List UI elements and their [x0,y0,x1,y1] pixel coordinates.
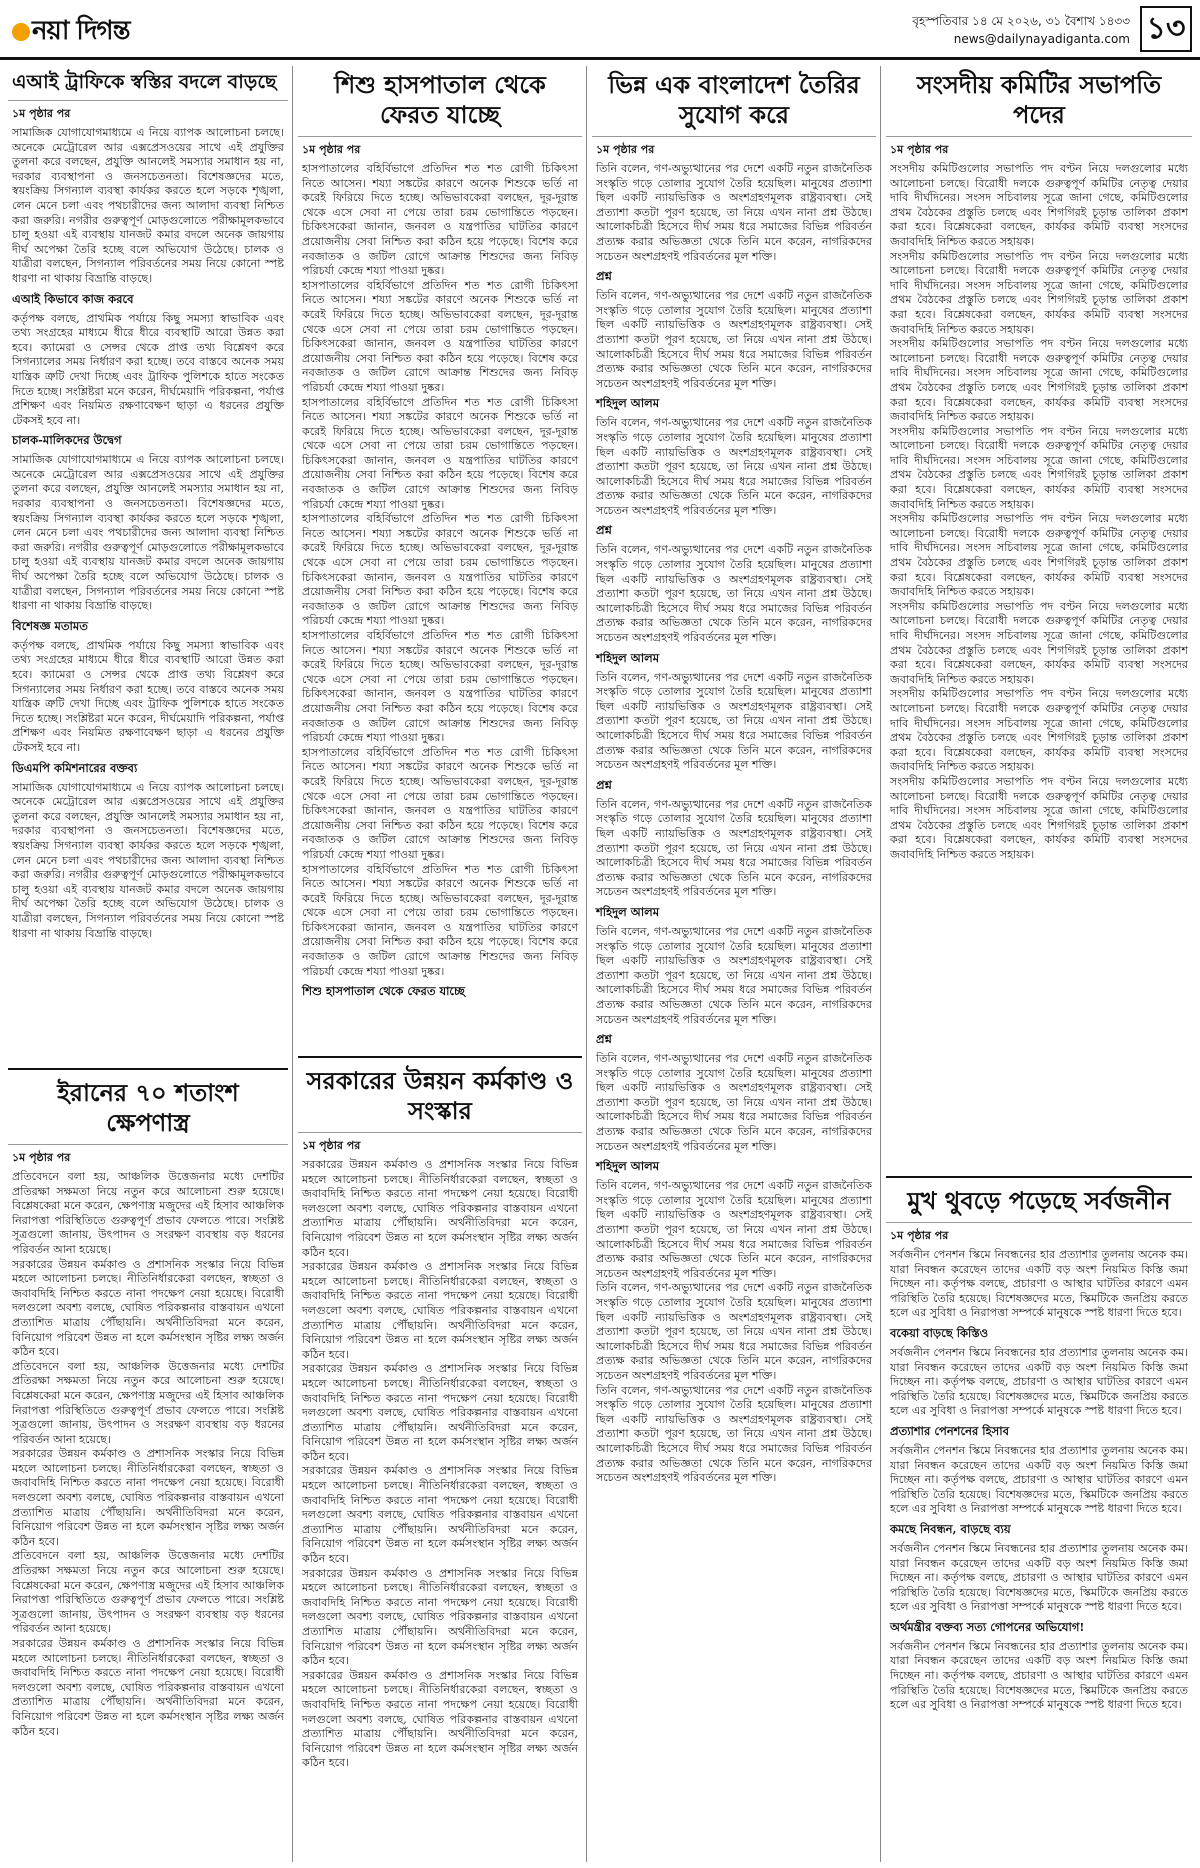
story-text: সরকারের উন্নয়ন কর্মকাণ্ড ও প্রশাসনিক সংস্কার নিয়ে বিভিন্ন মহলে আলোচনা চলছে। নীতিনির্ধারকেরা বলছেন, স্বচ্ছতা ও জবাবদিহি নিশ্চিত করতে নানা পদক্ষেপ নেয়া হয়েছে। বিরোধী দলগুলো অবশ্য বলছে, ঘোষিত পরিকল্পনার বাস্তবায়ন এখনো প্রত্যাশিত মাত্রায় পৌঁছায়নি। অর্থনীতিবিদরা মনে করেন, বিনিয়োগ পরিবেশ উন্নত না হলে কর্মসংস্থান সৃষ্টির লক্ষ্য অর্জন কঠিন হবে। [302,1158,578,1259]
story-text: তিনি বলেন, গণ-অভ্যুত্থানের পর দেশে একটি নতুন রাজনৈতিক সংস্কৃতি গড়ে তোলার সুযোগ তৈরি হয়েছিল। মানুষের প্রত্যাশা ছিল একটি ন্যায়ভিত্তিক ও অংশগ্রহণমূলক রাষ্ট্রব্যবস্থা। সেই প্রত্যাশা কতটা পূরণ হয়েছে, তা নিয়ে এখন নানা প্রশ্ন উঠছে। আলোকচিত্রী হিসেবে দীর্ঘ সময় ধরে সমাজের বিভিন্ন পরিবর্তন প্রত্যক্ষ করার অভিজ্ঞতা থেকে তিনি মনে করেন, নাগরিকদের সচেতন অংশগ্রহণই পরিবর্তনের মূল শক্তি। [596,289,872,390]
story-text: সরকারের উন্নয়ন কর্মকাণ্ড ও প্রশাসনিক সংস্কার নিয়ে বিভিন্ন মহলে আলোচনা চলছে। নীতিনির্ধারকেরা বলছেন, স্বচ্ছতা ও জবাবদিহি নিশ্চিত করতে নানা পদক্ষেপ নেয়া হয়েছে। বিরোধী দলগুলো অবশ্য বলছে, ঘোষিত পরিকল্পনার বাস্তবায়ন এখনো প্রত্যাশিত মাত্রায় পৌঁছায়নি। অর্থনীতিবিদরা মনে করেন, বিনিয়োগ পরিবেশ উন্নত না হলে কর্মসংস্থান সৃষ্টির লক্ষ্য অর্জন কঠিন হবে। [302,1464,578,1566]
column-divider [586,66,587,1862]
qa-question-label: প্রশ্ন [596,269,612,284]
story-text: তিনি বলেন, গণ-অভ্যুত্থানের পর দেশে একটি নতুন রাজনৈতিক সংস্কৃতি গড়ে তোলার সুযোগ তৈরি হয়েছিল। মানুষের প্রত্যাশা ছিল একটি ন্যায়ভিত্তিক ও অংশগ্রহণমূলক রাষ্ট্রব্যবস্থা। সেই প্রত্যাশা কতটা পূরণ হয়েছে, তা নিয়ে এখন নানা প্রশ্ন উঠছে। আলোকচিত্রী হিসেবে দীর্ঘ সময় ধরে সমাজের বিভিন্ন পরিবর্তন প্রত্যক্ষ করার অভিজ্ঞতা থেকে তিনি মনে করেন, নাগরিকদের সচেতন অংশগ্রহণই পরিবর্তনের মূল শক্তি। [596,162,872,263]
story-govt-development [298,1062,582,1862]
story-divider [298,1056,582,1058]
story-text: তিনি বলেন, গণ-অভ্যুত্থানের পর দেশে একটি নতুন রাজনৈতিক সংস্কৃতি গড়ে তোলার সুযোগ তৈরি হয়েছিল। মানুষের প্রত্যাশা ছিল একটি ন্যায়ভিত্তিক ও অংশগ্রহণমূলক রাষ্ট্রব্যবস্থা। সেই প্রত্যাশা কতটা পূরণ হয়েছে, তা নিয়ে এখন নানা প্রশ্ন উঠছে। আলোকচিত্রী হিসেবে দীর্ঘ সময় ধরে সমাজের বিভিন্ন পরিবর্তন প্রত্যক্ষ করার অভিজ্ঞতা থেকে তিনি মনে করেন, নাগরিকদের সচেতন অংশগ্রহণই পরিবর্তনের মূল শক্তি। [596,1383,872,1485]
story-text: হাসপাতালের বহির্বিভাগে প্রতিদিন শত শত রোগী চিকিৎসা নিতে আসেন। শয্যা সঙ্কটের কারণে অনেক শিশুকে ভর্তি না করেই ফিরিয়ে দিতে হচ্ছে। অভিভাবকেরা বলছেন, দূর-দূরান্ত থেকে এসে সেবা না পেয়ে তারা চরম ভোগান্তিতে পড়ছেন। চিকিৎসকেরা জানান, জনবল ও যন্ত্রপাতির ঘাটতির কারণে প্রয়োজনীয় সেবা নিশ্চিত করা কঠিন হয়ে পড়েছে। বিশেষ করে নবজাতক ও জটিল রোগে আক্রান্ত শিশুদের জন্য নিবিড় পরিচর্যা কেন্দ্রে শয্যা পাওয়া দুষ্কর। [302,512,578,628]
jump-label: ১ম পৃষ্ঠার পর [302,1139,361,1152]
story-text: সর্বজনীন পেনশন স্কিমে নিবন্ধনের হার প্রত্যাশার তুলনায় অনেক কম। যারা নিবন্ধন করেছেন তাদের একটি বড় অংশ নিয়মিত কিস্তি জমা দিচ্ছেন না। কর্তৃপক্ষ বলছে, প্রচারণা ও আস্থার ঘাটতির কারণে এমন পরিস্থিতি তৈরি হয়েছে। বিশেষজ্ঞদের মতে, স্কিমটিকে জনপ্রিয় করতে হলে এর সুবিধা ও নিরাপত্তা সম্পর্কে মানুষকে স্পষ্ট ধারণা দিতে হবে। [890,1248,1188,1320]
subheading: ডিএমপি কমিশনারের বক্তব্য [12,760,138,775]
story-child-hospital [298,66,582,1052]
jump-label: ১ম পৃষ্ঠার পর [12,107,71,120]
story-text: সর্বজনীন পেনশন স্কিমে নিবন্ধনের হার প্রত্যাশার তুলনায় অনেক কম। যারা নিবন্ধন করেছেন তাদের একটি বড় অংশ নিয়মিত কিস্তি জমা দিচ্ছেন না। কর্তৃপক্ষ বলছে, প্রচারণা ও আস্থার ঘাটতির কারণে এমন পরিস্থিতি তৈরি হয়েছে। বিশেষজ্ঞদের মতে, স্কিমটিকে জনপ্রিয় করতে হলে এর সুবিধা ও নিরাপত্তা সম্পর্কে মানুষকে স্পষ্ট ধারণা দিতে হবে। [890,1639,1188,1712]
qa-question-label: প্রশ্ন [596,523,612,538]
subheading: বিশেষজ্ঞ মতামত [12,618,88,633]
headline: সংসদীয় কমিটির সভাপতি পদের [886,66,1192,137]
headline: মুখ থুবড়ে পড়েছে সর্বজনীন [886,1182,1192,1223]
story-ai-traffic [8,66,288,1066]
contact-email: news@dailynayadiganta.com [953,32,1130,46]
issue-date: বৃহস্পতিবার ১৪ মে ২০২৬, ৩১ বৈশাখ ১৪৩৩ [912,14,1130,28]
story-text: প্রতিবেদনে বলা হয়, আঞ্চলিক উত্তেজনার মধ্যে দেশটির প্রতিরক্ষা সক্ষমতা নিয়ে নতুন করে আলোচনা শুরু হয়েছে। বিশ্লেষকেরা মনে করেন, ক্ষেপণাস্ত্র মজুদের এই হিসাব আঞ্চলিক নিরাপত্তা পরিস্থিতিতে গুরুত্বপূর্ণ প্রভাব ফেলতে পারে। সংশ্লিষ্ট সূত্রগুলো জানায়, উৎপাদন ও সংরক্ষণ ব্যবস্থায় বড় ধরনের পরিবর্তন আনা হয়েছে। [12,1359,284,1446]
story-text: তিনি বলেন, গণ-অভ্যুত্থানের পর দেশে একটি নতুন রাজনৈতিক সংস্কৃতি গড়ে তোলার সুযোগ তৈরি হয়েছিল। মানুষের প্রত্যাশা ছিল একটি ন্যায়ভিত্তিক ও অংশগ্রহণমূলক রাষ্ট্রব্যবস্থা। সেই প্রত্যাশা কতটা পূরণ হয়েছে, তা নিয়ে এখন নানা প্রশ্ন উঠছে। আলোকচিত্রী হিসেবে দীর্ঘ সময় ধরে সমাজের বিভিন্ন পরিবর্তন প্রত্যক্ষ করার অভিজ্ঞতা থেকে তিনি মনে করেন, নাগরিকদের সচেতন অংশগ্রহণই পরিবর্তনের মূল শক্তি। [596,670,872,772]
page-number: ১৩ [1140,6,1192,52]
story-text: সরকারের উন্নয়ন কর্মকাণ্ড ও প্রশাসনিক সংস্কার নিয়ে বিভিন্ন মহলে আলোচনা চলছে। নীতিনির্ধারকেরা বলছেন, স্বচ্ছতা ও জবাবদিহি নিশ্চিত করতে নানা পদক্ষেপ নেয়া হয়েছে। বিরোধী দলগুলো অবশ্য বলছে, ঘোষিত পরিকল্পনার বাস্তবায়ন এখনো প্রত্যাশিত মাত্রায় পৌঁছায়নি। অর্থনীতিবিদরা মনে করেন, বিনিয়োগ পরিবেশ উন্নত না হলে কর্মসংস্থান সৃষ্টির লক্ষ্য অর্জন কঠিন হবে। [302,1566,578,1668]
story-text: তিনি বলেন, গণ-অভ্যুত্থানের পর দেশে একটি নতুন রাজনৈতিক সংস্কৃতি গড়ে তোলার সুযোগ তৈরি হয়েছিল। মানুষের প্রত্যাশা ছিল একটি ন্যায়ভিত্তিক ও অংশগ্রহণমূলক রাষ্ট্রব্যবস্থা। সেই প্রত্যাশা কতটা পূরণ হয়েছে, তা নিয়ে এখন নানা প্রশ্ন উঠছে। আলোকচিত্রী হিসেবে দীর্ঘ সময় ধরে সমাজের বিভিন্ন পরিবর্তন প্রত্যক্ষ করার অভিজ্ঞতা থেকে তিনি মনে করেন, নাগরিকদের সচেতন অংশগ্রহণই পরিবর্তনের মূল শক্তি। [596,416,872,517]
story-text: সরকারের উন্নয়ন কর্মকাণ্ড ও প্রশাসনিক সংস্কার নিয়ে বিভিন্ন মহলে আলোচনা চলছে। নীতিনির্ধারকেরা বলছেন, স্বচ্ছতা ও জবাবদিহি নিশ্চিত করতে নানা পদক্ষেপ নেয়া হয়েছে। বিরোধী দলগুলো অবশ্য বলছে, ঘোষিত পরিকল্পনার বাস্তবায়ন এখনো প্রত্যাশিত মাত্রায় পৌঁছায়নি। অর্থনীতিবিদরা মনে করেন, বিনিয়োগ পরিবেশ উন্নত না হলে কর্মসংস্থান সৃষ্টির লক্ষ্য অর্জন কঠিন হবে। [302,1362,578,1463]
headline: ইরানের ৭০ শতাংশ ক্ষেপণাস্ত্র [8,1074,288,1145]
subheading: এআই কিভাবে কাজ করবে [12,291,134,306]
story-text: সরকারের উন্নয়ন কর্মকাণ্ড ও প্রশাসনিক সংস্কার নিয়ে বিভিন্ন মহলে আলোচনা চলছে। নীতিনির্ধারকেরা বলছেন, স্বচ্ছতা ও জবাবদিহি নিশ্চিত করতে নানা পদক্ষেপ নেয়া হয়েছে। বিরোধী দলগুলো অবশ্য বলছে, ঘোষিত পরিকল্পনার বাস্তবায়ন এখনো প্রত্যাশিত মাত্রায় পৌঁছায়নি। অর্থনীতিবিদরা মনে করেন, বিনিয়োগ পরিবেশ উন্নত না হলে কর্মসংস্থান সৃষ্টির লক্ষ্য অর্জন কঠিন হবে। [12,1447,284,1548]
story-text: সরকারের উন্নয়ন কর্মকাণ্ড ও প্রশাসনিক সংস্কার নিয়ে বিভিন্ন মহলে আলোচনা চলছে। নীতিনির্ধারকেরা বলছেন, স্বচ্ছতা ও জবাবদিহি নিশ্চিত করতে নানা পদক্ষেপ নেয়া হয়েছে। বিরোধী দলগুলো অবশ্য বলছে, ঘোষিত পরিকল্পনার বাস্তবায়ন এখনো প্রত্যাশিত মাত্রায় পৌঁছায়নি। অর্থনীতিবিদরা মনে করেন, বিনিয়োগ পরিবেশ উন্নত না হলে কর্মসংস্থান সৃষ্টির লক্ষ্য অর্জন কঠিন হবে। [302,1668,578,1770]
story-text: সামাজিক যোগাযোগমাধ্যমে এ নিয়ে ব্যাপক আলোচনা চলছে। অনেকে মেট্রোরেল আর এক্সপ্রেসওয়ের সাথে এই প্রযুক্তির তুলনা করে বলছেন, প্রযুক্তি আনলেই সমস্যার সমাধান হয় না, দরকার ব্যবস্থাপনা ও জনসচেতনতা। বিশেষজ্ঞদের মতে, স্বয়ংক্রিয় সিগন্যাল ব্যবস্থা কার্যকর করতে হলে সড়কে শৃঙ্খলা, লেন মেনে চলা এবং পথচারীদের জন্য আলাদা ব্যবস্থা নিশ্চিত করা জরুরি। নগরীর গুরুত্বপূর্ণ মোড়গুলোতে পরীক্ষামূলকভাবে চালু হওয়া এই ব্যবস্থায় যানজট কমার বদলে অনেক জায়গায় দীর্ঘ অপেক্ষা তৈরি হচ্ছে বলে অভিযোগ উঠেছে। চালক ও যাত্রীরা বলছেন, সিগন্যাল পরিবর্তনের সময় নিয়ে কোনো স্পষ্ট ধারণা না থাকায় বিভ্রান্তি বাড়ছে। [12,780,284,940]
story-text: কর্তৃপক্ষ বলছে, প্রাথমিক পর্যায়ে কিছু সমস্যা স্বাভাবিক এবং তথ্য সংগ্রহের মাধ্যমে ধীরে ধীরে ব্যবস্থাটি আরো উন্নত করা হবে। ক্যামেরা ও সেন্সর থেকে প্রাপ্ত তথ্য বিশ্লেষণ করে সিগন্যালের সময় নির্ধারণ করা হচ্ছে। তবে বাস্তবে অনেক সময় যান্ত্রিক ত্রুটি দেখা দিচ্ছে এবং ট্রাফিক পুলিশকে হাতে সংকেত দিতে হচ্ছে। সংশ্লিষ্টরা মনে করেন, দীর্ঘমেয়াদি পরিকল্পনা, পর্যাপ্ত প্রশিক্ষণ এবং নিয়মিত রক্ষণাবেক্ষণ ছাড়া এ ধরনের প্রযুক্তি টেকসই হবে না। [12,638,284,754]
subheading: কমছে নিবন্ধন, বাড়ছে ব্যয় [890,1521,1011,1536]
story-text: তিনি বলেন, গণ-অভ্যুত্থানের পর দেশে একটি নতুন রাজনৈতিক সংস্কৃতি গড়ে তোলার সুযোগ তৈরি হয়েছিল। মানুষের প্রত্যাশা ছিল একটি ন্যায়ভিত্তিক ও অংশগ্রহণমূলক রাষ্ট্রব্যবস্থা। সেই প্রত্যাশা কতটা পূরণ হয়েছে, তা নিয়ে এখন নানা প্রশ্ন উঠছে। আলোকচিত্রী হিসেবে দীর্ঘ সময় ধরে সমাজের বিভিন্ন পরিবর্তন প্রত্যক্ষ করার অভিজ্ঞতা থেকে তিনি মনে করেন, নাগরিকদের সচেতন অংশগ্রহণই পরিবর্তনের মূল শক্তি। [596,543,872,645]
sun-icon [12,23,30,41]
story-text: সরকারের উন্নয়ন কর্মকাণ্ড ও প্রশাসনিক সংস্কার নিয়ে বিভিন্ন মহলে আলোচনা চলছে। নীতিনির্ধারকেরা বলছেন, স্বচ্ছতা ও জবাবদিহি নিশ্চিত করতে নানা পদক্ষেপ নেয়া হয়েছে। বিরোধী দলগুলো অবশ্য বলছে, ঘোষিত পরিকল্পনার বাস্তবায়ন এখনো প্রত্যাশিত মাত্রায় পৌঁছায়নি। অর্থনীতিবিদরা মনে করেন, বিনিয়োগ পরিবেশ উন্নত না হলে কর্মসংস্থান সৃষ্টির লক্ষ্য অর্জন কঠিন হবে। [12,1637,284,1738]
page-grid [8,66,1192,1862]
subheading: প্রত্যাশার পেনশনের হিসাব [890,1423,1009,1438]
jump-label: ১ম পৃষ্ঠার পর [890,143,949,156]
story-text: সংসদীয় কমিটিগুলোর সভাপতি পদ বণ্টন নিয়ে দলগুলোর মধ্যে আলোচনা চলছে। বিরোধী দলকে গুরুত্বপূর্ণ কমিটির নেতৃত্ব দেয়ার দাবি দীর্ঘদিনের। সংসদ সচিবালয় সূত্রে জানা গেছে, কমিটিগুলোর প্রথম বৈঠকের প্রস্তুতি চলছে এবং শিগগিরই চূড়ান্ত তালিকা প্রকাশ করা হবে। বিশ্লেষকেরা বলছেন, কার্যকর কমিটি ব্যবস্থা সংসদের জবাবদিহি নিশ্চিত করতে সহায়ক। [890,774,1188,861]
story-text: তিনি বলেন, গণ-অভ্যুত্থানের পর দেশে একটি নতুন রাজনৈতিক সংস্কৃতি গড়ে তোলার সুযোগ তৈরি হয়েছিল। মানুষের প্রত্যাশা ছিল একটি ন্যায়ভিত্তিক ও অংশগ্রহণমূলক রাষ্ট্রব্যবস্থা। সেই প্রত্যাশা কতটা পূরণ হয়েছে, তা নিয়ে এখন নানা প্রশ্ন উঠছে। আলোকচিত্রী হিসেবে দীর্ঘ সময় ধরে সমাজের বিভিন্ন পরিবর্তন প্রত্যক্ষ করার অভিজ্ঞতা থেকে তিনি মনে করেন, নাগরিকদের সচেতন অংশগ্রহণই পরিবর্তনের মূল শক্তি। [596,1052,872,1153]
jump-label: ১ম পৃষ্ঠার পর [12,1151,71,1164]
story-text: সংসদীয় কমিটিগুলোর সভাপতি পদ বণ্টন নিয়ে দলগুলোর মধ্যে আলোচনা চলছে। বিরোধী দলকে গুরুত্বপূর্ণ কমিটির নেতৃত্ব দেয়ার দাবি দীর্ঘদিনের। সংসদ সচিবালয় সূত্রে জানা গেছে, কমিটিগুলোর প্রথম বৈঠকের প্রস্তুতি চলছে এবং শিগগিরই চূড়ান্ত তালিকা প্রকাশ করা হবে। বিশ্লেষকেরা বলছেন, কার্যকর কমিটি ব্যবস্থা সংসদের জবাবদিহি নিশ্চিত করতে সহায়ক। [890,687,1188,774]
subheading: অর্থমন্ত্রীর বক্তব্য সত্য গোপনের অভিযোগ! [890,1619,1085,1634]
story-text: হাসপাতালের বহির্বিভাগে প্রতিদিন শত শত রোগী চিকিৎসা নিতে আসেন। শয্যা সঙ্কটের কারণে অনেক শিশুকে ভর্তি না করেই ফিরিয়ে দিতে হচ্ছে। অভিভাবকেরা বলছেন, দূর-দূরান্ত থেকে এসে সেবা না পেয়ে তারা চরম ভোগান্তিতে পড়ছেন। চিকিৎসকেরা জানান, জনবল ও যন্ত্রপাতির ঘাটতির কারণে প্রয়োজনীয় সেবা নিশ্চিত করা কঠিন হয়ে পড়েছে। বিশেষ করে নবজাতক ও জটিল রোগে আক্রান্ত শিশুদের জন্য নিবিড় পরিচর্যা কেন্দ্রে শয্যা পাওয়া দুষ্কর। [302,862,578,978]
story-text: সরকারের উন্নয়ন কর্মকাণ্ড ও প্রশাসনিক সংস্কার নিয়ে বিভিন্ন মহলে আলোচনা চলছে। নীতিনির্ধারকেরা বলছেন, স্বচ্ছতা ও জবাবদিহি নিশ্চিত করতে নানা পদক্ষেপ নেয়া হয়েছে। বিরোধী দলগুলো অবশ্য বলছে, ঘোষিত পরিকল্পনার বাস্তবায়ন এখনো প্রত্যাশিত মাত্রায় পৌঁছায়নি। অর্থনীতিবিদরা মনে করেন, বিনিয়োগ পরিবেশ উন্নত না হলে কর্মসংস্থান সৃষ্টির লক্ষ্য অর্জন কঠিন হবে। [12,1257,284,1359]
story-divider [8,1068,288,1070]
story-text: সামাজিক যোগাযোগমাধ্যমে এ নিয়ে ব্যাপক আলোচনা চলছে। অনেকে মেট্রোরেল আর এক্সপ্রেসওয়ের সাথে এই প্রযুক্তির তুলনা করে বলছেন, প্রযুক্তি আনলেই সমস্যার সমাধান হয় না, দরকার ব্যবস্থাপনা ও জনসচেতনতা। বিশেষজ্ঞদের মতে, স্বয়ংক্রিয় সিগন্যাল ব্যবস্থা কার্যকর করতে হলে সড়কে শৃঙ্খলা, লেন মেনে চলা এবং পথচারীদের জন্য আলাদা ব্যবস্থা নিশ্চিত করা জরুরি। নগরীর গুরুত্বপূর্ণ মোড়গুলোতে পরীক্ষামূলকভাবে চালু হওয়া এই ব্যবস্থায় যানজট কমার বদলে অনেক জায়গায় দীর্ঘ অপেক্ষা তৈরি হচ্ছে বলে অভিযোগ উঠেছে। চালক ও যাত্রীরা বলছেন, সিগন্যাল পরিবর্তনের সময় নিয়ে কোনো স্পষ্ট ধারণা না থাকায় বিভ্রান্তি বাড়ছে। [12,453,284,613]
story-text: তিনি বলেন, গণ-অভ্যুত্থানের পর দেশে একটি নতুন রাজনৈতিক সংস্কৃতি গড়ে তোলার সুযোগ তৈরি হয়েছিল। মানুষের প্রত্যাশা ছিল একটি ন্যায়ভিত্তিক ও অংশগ্রহণমূলক রাষ্ট্রব্যবস্থা। সেই প্রত্যাশা কতটা পূরণ হয়েছে, তা নিয়ে এখন নানা প্রশ্ন উঠছে। আলোকচিত্রী হিসেবে দীর্ঘ সময় ধরে সমাজের বিভিন্ন পরিবর্তন প্রত্যক্ষ করার অভিজ্ঞতা থেকে তিনি মনে করেন, নাগরিকদের সচেতন অংশগ্রহণই পরিবর্তনের মূল শক্তি। [596,924,872,1026]
story-text: সংসদীয় কমিটিগুলোর সভাপতি পদ বণ্টন নিয়ে দলগুলোর মধ্যে আলোচনা চলছে। বিরোধী দলকে গুরুত্বপূর্ণ কমিটির নেতৃত্ব দেয়ার দাবি দীর্ঘদিনের। সংসদ সচিবালয় সূত্রে জানা গেছে, কমিটিগুলোর প্রথম বৈঠকের প্রস্তুতি চলছে এবং শিগগিরই চূড়ান্ত তালিকা প্রকাশ করা হবে। বিশ্লেষকেরা বলছেন, কার্যকর কমিটি ব্যবস্থা সংসদের জবাবদিহি নিশ্চিত করতে সহায়ক। [890,249,1188,336]
story-text: সর্বজনীন পেনশন স্কিমে নিবন্ধনের হার প্রত্যাশার তুলনায় অনেক কম। যারা নিবন্ধন করেছেন তাদের একটি বড় অংশ নিয়মিত কিস্তি জমা দিচ্ছেন না। কর্তৃপক্ষ বলছে, প্রচারণা ও আস্থার ঘাটতির কারণে এমন পরিস্থিতি তৈরি হয়েছে। বিশেষজ্ঞদের মতে, স্কিমটিকে জনপ্রিয় করতে হলে এর সুবিধা ও নিরাপত্তা সম্পর্কে মানুষকে স্পষ্ট ধারণা দিতে হবে। [890,1443,1188,1516]
newspaper-logo: নয়া দিগন্ত [12,10,129,54]
story-footer: শিশু হাসপাতাল থেকে ফেরত যাচ্ছে [302,984,465,999]
story-text: সংসদীয় কমিটিগুলোর সভাপতি পদ বণ্টন নিয়ে দলগুলোর মধ্যে আলোচনা চলছে। বিরোধী দলকে গুরুত্বপূর্ণ কমিটির নেতৃত্ব দেয়ার দাবি দীর্ঘদিনের। সংসদ সচিবালয় সূত্রে জানা গেছে, কমিটিগুলোর প্রথম বৈঠকের প্রস্তুতি চলছে এবং শিগগিরই চূড়ান্ত তালিকা প্রকাশ করা হবে। বিশ্লেষকেরা বলছেন, কার্যকর কমিটি ব্যবস্থা সংসদের জবাবদিহি নিশ্চিত করতে সহায়ক। [890,512,1188,599]
story-text: সংসদীয় কমিটিগুলোর সভাপতি পদ বণ্টন নিয়ে দলগুলোর মধ্যে আলোচনা চলছে। বিরোধী দলকে গুরুত্বপূর্ণ কমিটির নেতৃত্ব দেয়ার দাবি দীর্ঘদিনের। সংসদ সচিবালয় সূত্রে জানা গেছে, কমিটিগুলোর প্রথম বৈঠকের প্রস্তুতি চলছে এবং শিগগিরই চূড়ান্ত তালিকা প্রকাশ করা হবে। বিশ্লেষকেরা বলছেন, কার্যকর কমিটি ব্যবস্থা সংসদের জবাবদিহি নিশ্চিত করতে সহায়ক। [890,337,1188,424]
story-text: হাসপাতালের বহির্বিভাগে প্রতিদিন শত শত রোগী চিকিৎসা নিতে আসেন। শয্যা সঙ্কটের কারণে অনেক শিশুকে ভর্তি না করেই ফিরিয়ে দিতে হচ্ছে। অভিভাবকেরা বলছেন, দূর-দূরান্ত থেকে এসে সেবা না পেয়ে তারা চরম ভোগান্তিতে পড়ছেন। চিকিৎসকেরা জানান, জনবল ও যন্ত্রপাতির ঘাটতির কারণে প্রয়োজনীয় সেবা নিশ্চিত করা কঠিন হয়ে পড়েছে। বিশেষ করে নবজাতক ও জটিল রোগে আক্রান্ত শিশুদের জন্য নিবিড় পরিচর্যা কেন্দ্রে শয্যা পাওয়া দুষ্কর। [302,745,578,861]
story-text: তিনি বলেন, গণ-অভ্যুত্থানের পর দেশে একটি নতুন রাজনৈতিক সংস্কৃতি গড়ে তোলার সুযোগ তৈরি হয়েছিল। মানুষের প্রত্যাশা ছিল একটি ন্যায়ভিত্তিক ও অংশগ্রহণমূলক রাষ্ট্রব্যবস্থা। সেই প্রত্যাশা কতটা পূরণ হয়েছে, তা নিয়ে এখন নানা প্রশ্ন উঠছে। আলোকচিত্রী হিসেবে দীর্ঘ সময় ধরে সমাজের বিভিন্ন পরিবর্তন প্রত্যক্ষ করার অভিজ্ঞতা থেকে তিনি মনে করেন, নাগরিকদের সচেতন অংশগ্রহণই পরিবর্তনের মূল শক্তি। [596,797,872,899]
story-text: প্রতিবেদনে বলা হয়, আঞ্চলিক উত্তেজনার মধ্যে দেশটির প্রতিরক্ষা সক্ষমতা নিয়ে নতুন করে আলোচনা শুরু হয়েছে। বিশ্লেষকেরা মনে করেন, ক্ষেপণাস্ত্র মজুদের এই হিসাব আঞ্চলিক নিরাপত্তা পরিস্থিতিতে গুরুত্বপূর্ণ প্রভাব ফেলতে পারে। সংশ্লিষ্ট সূত্রগুলো জানায়, উৎপাদন ও সংরক্ষণ ব্যবস্থায় বড় ধরনের পরিবর্তন আনা হয়েছে। [12,1170,284,1256]
subheading: চালক-মালিকদের উদ্বেগ [12,433,122,448]
column-divider [880,66,881,1862]
story-text: তিনি বলেন, গণ-অভ্যুত্থানের পর দেশে একটি নতুন রাজনৈতিক সংস্কৃতি গড়ে তোলার সুযোগ তৈরি হয়েছিল। মানুষের প্রত্যাশা ছিল একটি ন্যায়ভিত্তিক ও অংশগ্রহণমূলক রাষ্ট্রব্যবস্থা। সেই প্রত্যাশা কতটা পূরণ হয়েছে, তা নিয়ে এখন নানা প্রশ্ন উঠছে। আলোকচিত্রী হিসেবে দীর্ঘ সময় ধরে সমাজের বিভিন্ন পরিবর্তন প্রত্যক্ষ করার অভিজ্ঞতা থেকে তিনি মনে করেন, নাগরিকদের সচেতন অংশগ্রহণই পরিবর্তনের মূল শক্তি। [596,1179,872,1280]
headline: সরকারের উন্নয়ন কর্মকাণ্ড ও সংস্কার [298,1062,582,1133]
story-text: হাসপাতালের বহির্বিভাগে প্রতিদিন শত শত রোগী চিকিৎসা নিতে আসেন। শয্যা সঙ্কটের কারণে অনেক শিশুকে ভর্তি না করেই ফিরিয়ে দিতে হচ্ছে। অভিভাবকেরা বলছেন, দূর-দূরান্ত থেকে এসে সেবা না পেয়ে তারা চরম ভোগান্তিতে পড়ছেন। চিকিৎসকেরা জানান, জনবল ও যন্ত্রপাতির ঘাটতির কারণে প্রয়োজনীয় সেবা নিশ্চিত করা কঠিন হয়ে পড়েছে। বিশেষ করে নবজাতক ও জটিল রোগে আক্রান্ত শিশুদের জন্য নিবিড় পরিচর্যা কেন্দ্রে শয্যা পাওয়া দুষ্কর। [302,395,578,511]
story-parliament-committee [886,66,1192,1172]
subheading: বকেয়া বাড়ছে কিস্তিও [890,1325,989,1340]
story-text: তিনি বলেন, গণ-অভ্যুত্থানের পর দেশে একটি নতুন রাজনৈতিক সংস্কৃতি গড়ে তোলার সুযোগ তৈরি হয়েছিল। মানুষের প্রত্যাশা ছিল একটি ন্যায়ভিত্তিক ও অংশগ্রহণমূলক রাষ্ট্রব্যবস্থা। সেই প্রত্যাশা কতটা পূরণ হয়েছে, তা নিয়ে এখন নানা প্রশ্ন উঠছে। আলোকচিত্রী হিসেবে দীর্ঘ সময় ধরে সমাজের বিভিন্ন পরিবর্তন প্রত্যক্ষ করার অভিজ্ঞতা থেকে তিনি মনে করেন, নাগরিকদের সচেতন অংশগ্রহণই পরিবর্তনের মূল শক্তি। [596,1281,872,1382]
story-text: হাসপাতালের বহির্বিভাগে প্রতিদিন শত শত রোগী চিকিৎসা নিতে আসেন। শয্যা সঙ্কটের কারণে অনেক শিশুকে ভর্তি না করেই ফিরিয়ে দিতে হচ্ছে। অভিভাবকেরা বলছেন, দূর-দূরান্ত থেকে এসে সেবা না পেয়ে তারা চরম ভোগান্তিতে পড়ছেন। চিকিৎসকেরা জানান, জনবল ও যন্ত্রপাতির ঘাটতির কারণে প্রয়োজনীয় সেবা নিশ্চিত করা কঠিন হয়ে পড়েছে। বিশেষ করে নবজাতক ও জটিল রোগে আক্রান্ত শিশুদের জন্য নিবিড় পরিচর্যা কেন্দ্রে শয্যা পাওয়া দুষ্কর। [302,162,578,278]
story-text: সর্বজনীন পেনশন স্কিমে নিবন্ধনের হার প্রত্যাশার তুলনায় অনেক কম। যারা নিবন্ধন করেছেন তাদের একটি বড় অংশ নিয়মিত কিস্তি জমা দিচ্ছেন না। কর্তৃপক্ষ বলছে, প্রচারণা ও আস্থার ঘাটতির কারণে এমন পরিস্থিতি তৈরি হয়েছে। বিশেষজ্ঞদের মতে, স্কিমটিকে জনপ্রিয় করতে হলে এর সুবিধা ও নিরাপত্তা সম্পর্কে মানুষকে স্পষ্ট ধারণা দিতে হবে। [890,1345,1188,1418]
headline: এআই ট্রাফিকে স্বস্তির বদলে বাড়ছে [8,66,288,101]
story-text: কর্তৃপক্ষ বলছে, প্রাথমিক পর্যায়ে কিছু সমস্যা স্বাভাবিক এবং তথ্য সংগ্রহের মাধ্যমে ধীরে ধীরে ব্যবস্থাটি আরো উন্নত করা হবে। ক্যামেরা ও সেন্সর থেকে প্রাপ্ত তথ্য বিশ্লেষণ করে সিগন্যালের সময় নির্ধারণ করা হচ্ছে। তবে বাস্তবে অনেক সময় যান্ত্রিক ত্রুটি দেখা দিচ্ছে এবং ট্রাফিক পুলিশকে হাতে সংকেত দিতে হচ্ছে। সংশ্লিষ্টরা মনে করেন, দীর্ঘমেয়াদি পরিকল্পনা, পর্যাপ্ত প্রশিক্ষণ এবং নিয়মিত রক্ষণাবেক্ষণ ছাড়া এ ধরনের প্রযুক্তি টেকসই হবে না। [12,311,284,427]
masthead [0,0,1200,60]
story-new-bangladesh [592,66,876,1862]
jump-label: ১ম পৃষ্ঠার পর [596,143,655,156]
story-text: সংসদীয় কমিটিগুলোর সভাপতি পদ বণ্টন নিয়ে দলগুলোর মধ্যে আলোচনা চলছে। বিরোধী দলকে গুরুত্বপূর্ণ কমিটির নেতৃত্ব দেয়ার দাবি দীর্ঘদিনের। সংসদ সচিবালয় সূত্রে জানা গেছে, কমিটিগুলোর প্রথম বৈঠকের প্রস্তুতি চলছে এবং শিগগিরই চূড়ান্ত তালিকা প্রকাশ করা হবে। বিশ্লেষকেরা বলছেন, কার্যকর কমিটি ব্যবস্থা সংসদের জবাবদিহি নিশ্চিত করতে সহায়ক। [890,162,1188,248]
story-universal-pension [886,1182,1192,1862]
story-divider [886,1176,1192,1178]
headline: শিশু হাসপাতাল থেকে ফেরত যাচ্ছে [298,66,582,137]
story-text: হাসপাতালের বহির্বিভাগে প্রতিদিন শত শত রোগী চিকিৎসা নিতে আসেন। শয্যা সঙ্কটের কারণে অনেক শিশুকে ভর্তি না করেই ফিরিয়ে দিতে হচ্ছে। অভিভাবকেরা বলছেন, দূর-দূরান্ত থেকে এসে সেবা না পেয়ে তারা চরম ভোগান্তিতে পড়ছেন। চিকিৎসকেরা জানান, জনবল ও যন্ত্রপাতির ঘাটতির কারণে প্রয়োজনীয় সেবা নিশ্চিত করা কঠিন হয়ে পড়েছে। বিশেষ করে নবজাতক ও জটিল রোগে আক্রান্ত শিশুদের জন্য নিবিড় পরিচর্যা কেন্দ্রে শয্যা পাওয়া দুষ্কর। [302,278,578,394]
qa-answer-label: শহিদুল আলম [596,396,660,411]
story-iran-missiles [8,1074,288,1862]
qa-answer-label: শহিদুল আলম [596,650,660,665]
qa-answer-label: শহিদুল আলম [596,1159,660,1174]
column-divider [292,66,293,1862]
qa-question-label: প্রশ্ন [596,777,612,792]
story-text: সংসদীয় কমিটিগুলোর সভাপতি পদ বণ্টন নিয়ে দলগুলোর মধ্যে আলোচনা চলছে। বিরোধী দলকে গুরুত্বপূর্ণ কমিটির নেতৃত্ব দেয়ার দাবি দীর্ঘদিনের। সংসদ সচিবালয় সূত্রে জানা গেছে, কমিটিগুলোর প্রথম বৈঠকের প্রস্তুতি চলছে এবং শিগগিরই চূড়ান্ত তালিকা প্রকাশ করা হবে। বিশ্লেষকেরা বলছেন, কার্যকর কমিটি ব্যবস্থা সংসদের জবাবদিহি নিশ্চিত করতে সহায়ক। [890,599,1188,686]
headline: ভিন্ন এক বাংলাদেশ তৈরির সুযোগ করে [592,66,876,137]
qa-question-label: প্রশ্ন [596,1032,612,1047]
story-text: হাসপাতালের বহির্বিভাগে প্রতিদিন শত শত রোগী চিকিৎসা নিতে আসেন। শয্যা সঙ্কটের কারণে অনেক শিশুকে ভর্তি না করেই ফিরিয়ে দিতে হচ্ছে। অভিভাবকেরা বলছেন, দূর-দূরান্ত থেকে এসে সেবা না পেয়ে তারা চরম ভোগান্তিতে পড়ছেন। চিকিৎসকেরা জানান, জনবল ও যন্ত্রপাতির ঘাটতির কারণে প্রয়োজনীয় সেবা নিশ্চিত করা কঠিন হয়ে পড়েছে। বিশেষ করে নবজাতক ও জটিল রোগে আক্রান্ত শিশুদের জন্য নিবিড় পরিচর্যা কেন্দ্রে শয্যা পাওয়া দুষ্কর। [302,629,578,745]
jump-label: ১ম পৃষ্ঠার পর [302,143,361,156]
qa-answer-label: শহিদুল আলম [596,904,660,919]
jump-label: ১ম পৃষ্ঠার পর [890,1229,949,1242]
story-text: সর্বজনীন পেনশন স্কিমে নিবন্ধনের হার প্রত্যাশার তুলনায় অনেক কম। যারা নিবন্ধন করেছেন তাদের একটি বড় অংশ নিয়মিত কিস্তি জমা দিচ্ছেন না। কর্তৃপক্ষ বলছে, প্রচারণা ও আস্থার ঘাটতির কারণে এমন পরিস্থিতি তৈরি হয়েছে। বিশেষজ্ঞদের মতে, স্কিমটিকে জনপ্রিয় করতে হলে এর সুবিধা ও নিরাপত্তা সম্পর্কে মানুষকে স্পষ্ট ধারণা দিতে হবে। [890,1541,1188,1614]
story-text: প্রতিবেদনে বলা হয়, আঞ্চলিক উত্তেজনার মধ্যে দেশটির প্রতিরক্ষা সক্ষমতা নিয়ে নতুন করে আলোচনা শুরু হয়েছে। বিশ্লেষকেরা মনে করেন, ক্ষেপণাস্ত্র মজুদের এই হিসাব আঞ্চলিক নিরাপত্তা পরিস্থিতিতে গুরুত্বপূর্ণ প্রভাব ফেলতে পারে। সংশ্লিষ্ট সূত্রগুলো জানায়, উৎপাদন ও সংরক্ষণ ব্যবস্থায় বড় ধরনের পরিবর্তন আনা হয়েছে। [12,1549,284,1636]
story-text: সংসদীয় কমিটিগুলোর সভাপতি পদ বণ্টন নিয়ে দলগুলোর মধ্যে আলোচনা চলছে। বিরোধী দলকে গুরুত্বপূর্ণ কমিটির নেতৃত্ব দেয়ার দাবি দীর্ঘদিনের। সংসদ সচিবালয় সূত্রে জানা গেছে, কমিটিগুলোর প্রথম বৈঠকের প্রস্তুতি চলছে এবং শিগগিরই চূড়ান্ত তালিকা প্রকাশ করা হবে। বিশ্লেষকেরা বলছেন, কার্যকর কমিটি ব্যবস্থা সংসদের জবাবদিহি নিশ্চিত করতে সহায়ক। [890,424,1188,511]
story-text: সামাজিক যোগাযোগমাধ্যমে এ নিয়ে ব্যাপক আলোচনা চলছে। অনেকে মেট্রোরেল আর এক্সপ্রেসওয়ের সাথে এই প্রযুক্তির তুলনা করে বলছেন, প্রযুক্তি আনলেই সমস্যার সমাধান হয় না, দরকার ব্যবস্থাপনা ও জনসচেতনতা। বিশেষজ্ঞদের মতে, স্বয়ংক্রিয় সিগন্যাল ব্যবস্থা কার্যকর করতে হলে সড়কে শৃঙ্খলা, লেন মেনে চলা এবং পথচারীদের জন্য আলাদা ব্যবস্থা নিশ্চিত করা জরুরি। নগরীর গুরুত্বপূর্ণ মোড়গুলোতে পরীক্ষামূলকভাবে চালু হওয়া এই ব্যবস্থায় যানজট কমার বদলে অনেক জায়গায় দীর্ঘ অপেক্ষা তৈরি হচ্ছে বলে অভিযোগ উঠেছে। চালক ও যাত্রীরা বলছেন, সিগন্যাল পরিবর্তনের সময় নিয়ে কোনো স্পষ্ট ধারণা না থাকায় বিভ্রান্তি বাড়ছে। [12,126,284,285]
story-text: সরকারের উন্নয়ন কর্মকাণ্ড ও প্রশাসনিক সংস্কার নিয়ে বিভিন্ন মহলে আলোচনা চলছে। নীতিনির্ধারকেরা বলছেন, স্বচ্ছতা ও জবাবদিহি নিশ্চিত করতে নানা পদক্ষেপ নেয়া হয়েছে। বিরোধী দলগুলো অবশ্য বলছে, ঘোষিত পরিকল্পনার বাস্তবায়ন এখনো প্রত্যাশিত মাত্রায় পৌঁছায়নি। অর্থনীতিবিদরা মনে করেন, বিনিয়োগ পরিবেশ উন্নত না হলে কর্মসংস্থান সৃষ্টির লক্ষ্য অর্জন কঠিন হবে। [302,1260,578,1361]
masthead-meta [912,12,1130,48]
